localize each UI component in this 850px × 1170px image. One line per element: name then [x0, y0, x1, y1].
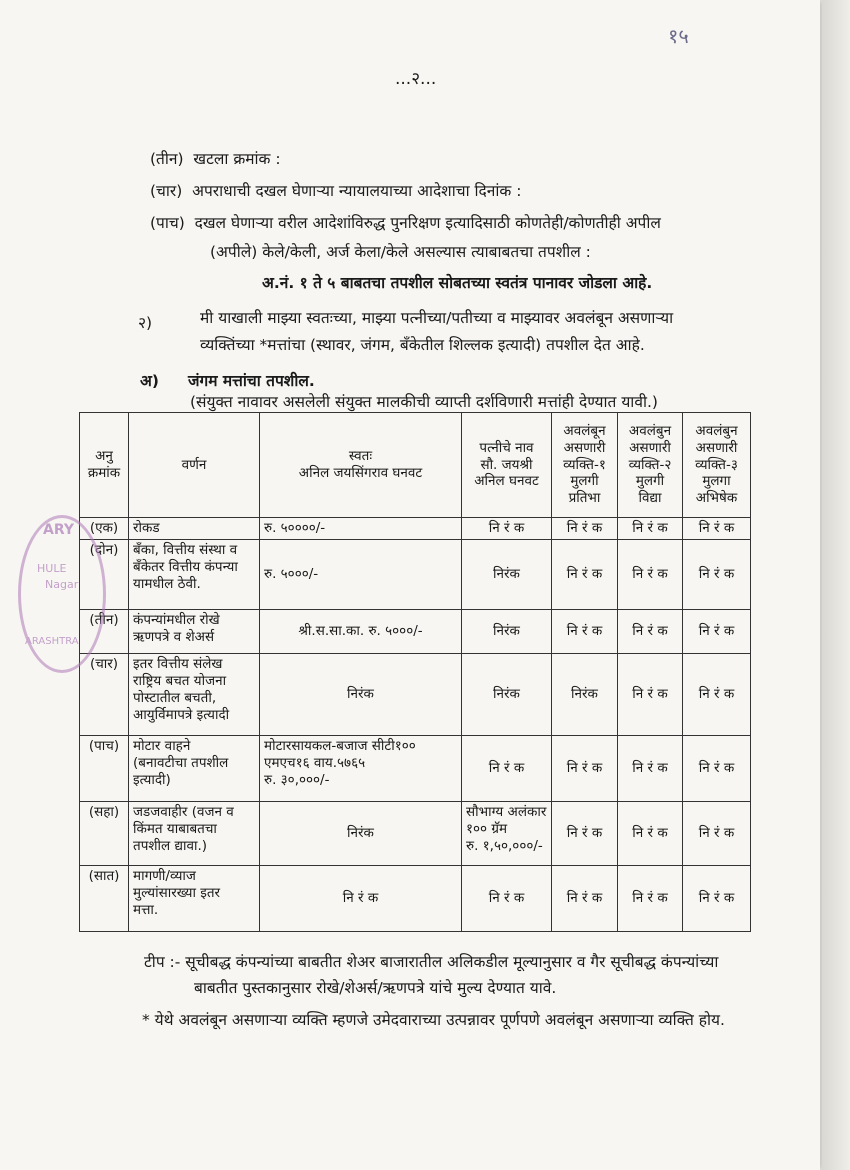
- row-self: [260, 866, 462, 932]
- subsection-title: जंगम मत्तांचा तपशील.: [188, 372, 315, 390]
- header-serial: अनु क्रमांक: [80, 413, 129, 518]
- row-serial: (चार): [80, 654, 129, 736]
- row-dep3: नि रं क: [683, 518, 751, 540]
- header-dep3-line: व्यक्ति-३: [695, 456, 738, 473]
- desc-line: मागणी/व्याज: [133, 868, 196, 884]
- row-serial: (पाच): [80, 736, 129, 802]
- movable-assets-table: [79, 412, 751, 932]
- header-spouse-line: पत्नीचे नाव: [479, 439, 534, 456]
- section-two-line2: व्यक्तिंच्या *मत्तांचा (स्थावर, जंगम, बँकेतील शिल्लक इत्यादी) तपशील देत आहे.: [200, 336, 645, 354]
- row-spouse: [462, 654, 552, 736]
- header-dep3-line: असणारी: [695, 439, 738, 456]
- row-self: [260, 610, 462, 654]
- header-dep2-line: विद्या: [638, 490, 662, 507]
- desc-line: ऋणपत्रे व शेअर्स: [133, 628, 215, 645]
- row-dep1: नि रं क: [552, 802, 618, 866]
- row-serial: (सात): [80, 866, 129, 932]
- header-spouse-line: अनिल घनवट: [474, 473, 539, 490]
- row-dep2: नि रं क: [618, 610, 683, 654]
- row-dep3: नि रं क: [683, 736, 751, 802]
- header-dep1-line: मुलगी: [570, 473, 599, 490]
- row-description: [129, 654, 260, 736]
- row-serial: (दोन): [80, 540, 129, 610]
- row-serial: (सहा): [80, 802, 129, 866]
- row-spouse: [462, 540, 552, 610]
- self-line: निरंक: [347, 825, 374, 842]
- row-dep2: नि रं क: [618, 802, 683, 866]
- table-row: [80, 654, 751, 736]
- header-dep1-line: व्यक्ति-१: [563, 456, 606, 473]
- row-self: [260, 802, 462, 866]
- item-four: [150, 179, 521, 201]
- desc-line: यामधील ठेवी.: [133, 575, 201, 592]
- table-row: [80, 540, 751, 610]
- spouse-line: नि रं क: [488, 890, 525, 907]
- desc-line: पोस्टातील बचती,: [133, 689, 217, 706]
- desc-line: मत्ता.: [133, 901, 159, 918]
- section-two-line1: मी याखाली माझ्या स्वतःच्या, माझ्या पत्नीच्या/पतीच्या व माझ्यावर अवलंबून असणाऱ्या: [200, 309, 674, 327]
- row-serial: (एक): [80, 518, 129, 540]
- desc-line: (बनावटीचा तपशील: [133, 754, 229, 771]
- header-dependent-1: [552, 413, 618, 518]
- row-description: [129, 802, 260, 866]
- self-line: मोटारसायकल-बजाज सीटी१००: [264, 738, 416, 754]
- item-three: [150, 147, 281, 169]
- subsection-num: अ): [140, 372, 159, 390]
- desc-line: जडजवाहीर (वजन व: [133, 804, 234, 820]
- self-line: निरंक: [347, 686, 374, 703]
- self-line: रु. ३०,०००/-: [264, 771, 330, 788]
- desc-line: तपशील द्यावा.): [133, 837, 208, 854]
- header-dependent-2: [618, 413, 683, 518]
- desc-line: रोकड: [133, 520, 160, 536]
- item-four-num: (चार): [150, 182, 183, 200]
- row-self: [260, 654, 462, 736]
- desc-line: बँका, वित्तीय संस्था व: [133, 542, 238, 558]
- spouse-line: रु. १,५०,०००/-: [466, 837, 543, 854]
- desc-line: इतर वित्तीय संलेख: [133, 656, 223, 672]
- row-dep3: नि रं क: [683, 540, 751, 610]
- office-stamp: [18, 515, 106, 673]
- desc-line: मोटार वाहने: [133, 738, 191, 754]
- header-dep3-line: अभिषेक: [695, 490, 738, 507]
- row-dep3: नि रं क: [683, 866, 751, 932]
- self-line: श्री.स.सा.का. रु. ५०००/-: [298, 623, 423, 640]
- desc-line: मुल्यांसारख्या इतर: [133, 884, 221, 901]
- stamp-text: Nagar: [45, 578, 79, 591]
- row-dep2: नि रं क: [618, 518, 683, 540]
- desc-line: इत्यादी): [133, 771, 171, 788]
- header-dep1-line: प्रतिभा: [568, 490, 601, 507]
- spouse-line: सौभाग्य अलंकार: [466, 804, 547, 820]
- spouse-line: १०० ग्रॅम: [466, 820, 508, 837]
- header-dep2-line: असणारी: [629, 439, 671, 456]
- table-header-row: [80, 413, 751, 518]
- attached-details-note: अ.नं. १ ते ५ बाबतचा तपशील सोबतच्या स्वतंत्र पानावर जोडला आहे.: [262, 274, 653, 292]
- row-dep3: नि रं क: [683, 654, 751, 736]
- desc-line: कंपन्यांमधील रोखे: [133, 612, 220, 628]
- item-three-num: (तीन): [150, 150, 184, 168]
- item-three-text: खटला क्रमांक :: [193, 150, 281, 168]
- page-number: ...२...: [395, 69, 437, 89]
- header-description: वर्णन: [129, 413, 260, 518]
- stamp-text: ARASHTRA: [25, 636, 79, 647]
- row-dep2: नि रं क: [618, 736, 683, 802]
- item-five: [150, 211, 661, 233]
- desc-line: राष्ट्रिय बचत योजना: [133, 672, 227, 689]
- desc-line: आयुर्विमापत्रे इत्यादी: [133, 706, 230, 723]
- row-dep1: नि रं क: [552, 610, 618, 654]
- spouse-line: निरंक: [493, 623, 520, 640]
- item-four-text: अपराधाची दखल घेणाऱ्या न्यायालयाच्या आदेशाचा दिनांक :: [192, 182, 522, 200]
- spouse-line: निरंक: [493, 566, 520, 583]
- header-dep1-line: असणारी: [563, 439, 606, 456]
- row-description: [129, 866, 260, 932]
- row-self: [260, 518, 462, 540]
- spouse-line: निरंक: [493, 686, 520, 703]
- header-dep2-line: मुलगी: [635, 473, 665, 490]
- self-line: एमएच१६ वाय.५७६५: [264, 754, 366, 771]
- row-spouse: [462, 866, 552, 932]
- footnote-tip-line1: टीप :- सूचीबद्ध कंपन्यांच्या बाबतीत शेअर बाजारातील अलिकडील मूल्यानुसार व गैर सूचीबद्ध कंपन्यांच्या: [144, 953, 719, 971]
- stamp-text: HULE: [37, 562, 67, 575]
- self-line: नि रं क: [342, 890, 379, 907]
- header-self-line: स्वतः: [348, 448, 373, 465]
- footnote-tip-line2: बाबतीत पुस्तकानुसार रोखे/शेअर्स/ऋणपत्रे यांचे मुल्य देण्यात यावे.: [194, 979, 557, 997]
- header-dep2-line: व्यक्ति-२: [628, 456, 672, 473]
- row-spouse: [462, 518, 552, 540]
- page-edge: [822, 0, 850, 1170]
- stamp-text: ARY: [43, 522, 74, 538]
- table-row: [80, 610, 751, 654]
- header-dep3-line: अवलंबुन: [695, 422, 738, 439]
- row-spouse: [462, 802, 552, 866]
- row-dep2: नि रं क: [618, 540, 683, 610]
- row-spouse: [462, 610, 552, 654]
- row-dep1: नि रं क: [552, 540, 618, 610]
- row-dep2: नि रं क: [618, 654, 683, 736]
- spouse-line: नि रं क: [488, 760, 525, 777]
- row-description: [129, 518, 260, 540]
- item-five-continued: (अपीले) केले/केली, अर्ज केला/केले असल्यास त्याबाबतचा तपशील :: [210, 243, 591, 261]
- item-five-num: (पाच): [150, 214, 185, 232]
- item-five-text: दखल घेणाऱ्या वरील आदेशांविरुद्ध पुनरिक्षण इत्यादिसाठी कोणतेही/कोणतीही अपील: [194, 214, 661, 232]
- header-dependent-3: [683, 413, 751, 518]
- table-row: [80, 518, 751, 540]
- table-row: [80, 866, 751, 932]
- row-serial: (तीन): [80, 610, 129, 654]
- desc-line: बँकेतर वित्तीय कंपन्या: [133, 558, 238, 575]
- table-row: [80, 802, 751, 866]
- spouse-line: नि रं क: [488, 520, 525, 536]
- row-dep1: निरंक: [552, 654, 618, 736]
- desc-line: किंमत याबाबतचा: [133, 820, 217, 837]
- footnote-dependents: * येथे अवलंबून असणाऱ्या व्यक्ति म्हणजे उमेदवाराच्या उत्पन्नावर पूर्णपणे अवलंबून असणाऱ्या व्यक्ति होय.: [142, 1011, 725, 1029]
- header-self-line: अनिल जयसिंगराव घनवट: [298, 465, 423, 481]
- header-dep1-line: अवलंबून: [563, 422, 606, 439]
- row-dep1: नि रं क: [552, 736, 618, 802]
- header-dep2-line: अवलंबुन: [628, 422, 672, 439]
- row-dep3: नि रं क: [683, 610, 751, 654]
- row-self: [260, 736, 462, 802]
- table-row: [80, 736, 751, 802]
- row-dep3: नि रं क: [683, 802, 751, 866]
- subsection-note: (संयुक्त नावावर असलेली संयुक्त मालकीची व्याप्ती दर्शविणारी मत्तांही देण्यात यावी.): [190, 393, 658, 411]
- row-description: [129, 736, 260, 802]
- row-self: [260, 540, 462, 610]
- self-line: रु. ५००००/-: [264, 520, 326, 536]
- row-dep1: नि रं क: [552, 518, 618, 540]
- section-two-num: २): [138, 314, 153, 332]
- header-spouse-line: सौ. जयश्री: [480, 456, 533, 473]
- row-dep1: नि रं क: [552, 866, 618, 932]
- row-dep2: नि रं क: [618, 866, 683, 932]
- self-line: रु. ५०००/-: [264, 566, 319, 583]
- row-spouse: [462, 736, 552, 802]
- handwritten-page-mark: १५: [668, 24, 689, 48]
- row-description: [129, 610, 260, 654]
- header-self: [260, 413, 462, 518]
- header-spouse: [462, 413, 552, 518]
- row-description: [129, 540, 260, 610]
- header-dep3-line: मुलगा: [702, 473, 731, 490]
